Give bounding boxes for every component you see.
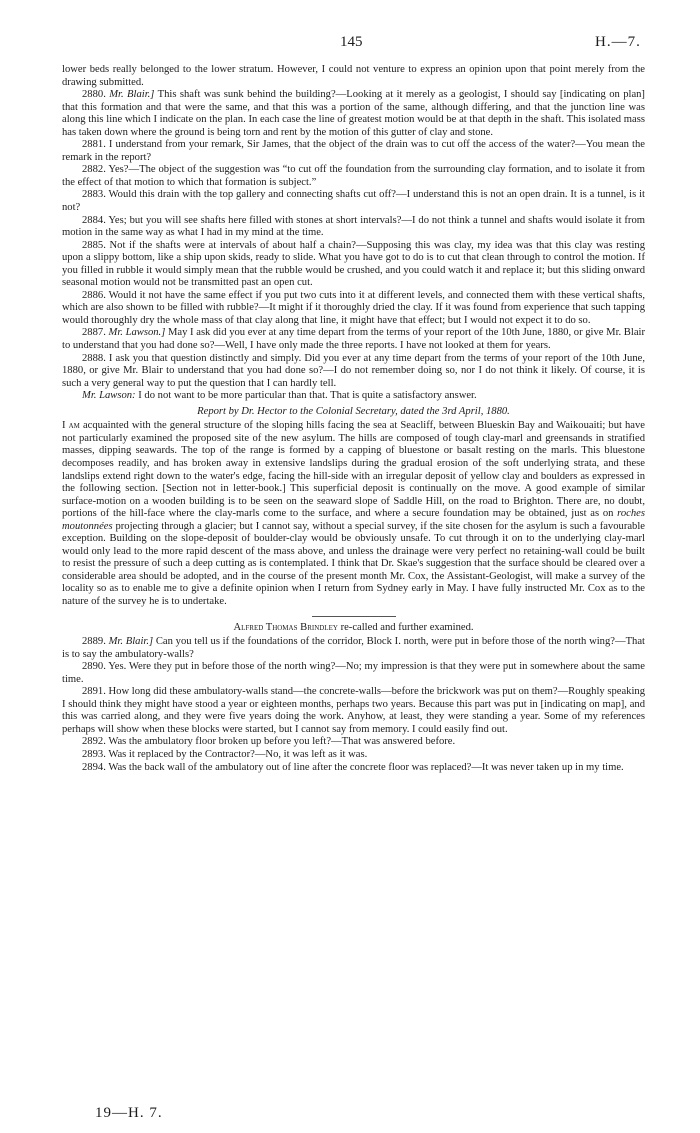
question-2880 (62, 89, 645, 139)
question-2882 (62, 164, 645, 189)
question-number: 2884. (82, 214, 106, 226)
document-reference: H.—7. (595, 34, 641, 50)
question-text: Was the back wall of the ambulatory out of line after the concrete floor was replaced?—It was never taken up in my time. (108, 761, 624, 773)
question-number: 2887. (82, 327, 106, 339)
question-number: 2894. (82, 761, 106, 773)
question-2892 (62, 736, 645, 749)
question-text: I ask you that question distinctly and simply. Did you ever at any time depart from the terms of your report of the 10th June, 1880, or give Mr. Blair to understand that you had done so?—I do not remember doing so, nor I do not think it likely. Of course, it is such a very general way to put the question that I can hardly tell. (62, 352, 645, 389)
report-heading: Report by Dr. Hector to the Colonial Secretary, dated the 3rd April, 1880. (197, 405, 510, 417)
question-text: Yes. Were they put in before those of the north wing?—No; my impression is that they were put in somewhere about the same time. (62, 661, 645, 685)
question-2883 (62, 189, 645, 214)
lawson-remark (62, 390, 645, 403)
page-body (62, 64, 645, 774)
page-header (0, 34, 700, 54)
question-2889 (62, 636, 645, 661)
question-number: 2880. (82, 89, 106, 101)
question-text: Yes; but you will see shafts here filled with stones at short intervals?—I do not think a tunnel and shafts would isolate it from motion in the same way as what I had in my mind at the time. (62, 214, 645, 239)
question-text: Yes?—The object of the suggestion was “to cut off the foundation from the surrounding clay formation, and to isolate it from the effect of that motion to which that formation is subject.” (62, 164, 645, 188)
question-2887 (62, 327, 645, 352)
report-body (62, 420, 645, 608)
question-text: Would it not have the same effect if you put two cuts into it at different levels, and connected them with these vertical shafts, which are also shown to be filled with rubble?—It might if it thoroughly dried the clay. If it was found from experience that such tapping would thoroughly dry the whole mass of that clay along that line, it might have that effect; but I would not expect it to do so. (62, 289, 645, 326)
speaker: Mr. Blair.] (108, 636, 154, 648)
speaker: Mr. Lawson.] (108, 327, 166, 339)
question-number: 2882. (82, 164, 106, 176)
question-number: 2885. (82, 239, 106, 251)
question-2886 (62, 290, 645, 328)
question-2893 (62, 749, 645, 762)
report-lead: I am (62, 420, 80, 432)
speaker: Mr. Blair.] (109, 89, 155, 101)
question-2884 (62, 215, 645, 240)
question-number: 2889. (82, 636, 106, 648)
page-number: 145 (340, 34, 363, 50)
question-text: Can you tell us if the foundations of the corridor, Block I. north, were put in before those of the north wing?—That is to say the ambulatory-walls? (62, 636, 645, 660)
question-text: Would this drain with the top gallery and connecting shafts cut off?—I understand this is not an open drain. It is a tunnel, is it not? (62, 189, 645, 214)
remark-text: I do not want to be more particular than that. That is quite a satisfactory answer. (138, 390, 477, 402)
paragraph-text: lower beds really belonged to the lower stratum. However, I could not venture to express an opinion upon that point merely from the drawing submitted. (62, 64, 645, 88)
question-text: How long did these ambulatory-walls stand—the concrete-walls—before the brickwork was put on them?—Roughly speaking I should think they might have stood a year or eighteen months, perhaps two years. Because this part was put in [indicating on map], and this was carried along, and they were five years doing the work. Anyhow, at least, they were standing a year. Some of my references perhaps will show when these blocks were started, but I cannot say from memory. I could easily find out. (62, 686, 645, 735)
page-footer-signature: 19—H. 7. (95, 1105, 163, 1121)
question-number: 2893. (82, 748, 106, 760)
witness-name: Alfred Thomas Brindley (233, 621, 338, 633)
witness-heading (62, 622, 645, 635)
question-2890 (62, 661, 645, 686)
question-text: This shaft was sunk behind the building?—Looking at it merely as a geologist, I should say [indicating on plan] that this formation and that were the same, and that this was a portion of the same, although differing, and that the junction line was along this line which I indicate on the plan. In each case the line of greatest motion would be at that depth in the shaft. This isolated mass has taken down where the ground is being torn and rent by the motion of this gutter of clay and stone. (62, 89, 645, 138)
paragraph (62, 64, 645, 89)
witness-suffix: re-called and further examined. (340, 621, 474, 633)
question-text: Was the ambulatory floor broken up before you left?—That was answered before. (108, 736, 456, 748)
question-number: 2892. (82, 736, 106, 748)
section-divider (312, 616, 396, 617)
question-number: 2890. (82, 661, 106, 673)
question-text: May I ask did you ever at any time depart from the terms of your report of the 10th June, 1880, or give Mr. Blair to understand that you had done so?—Well, I have only made the three reports. I have not looked at them for years. (62, 327, 645, 352)
question-2894 (62, 762, 645, 775)
italic-term: roches moutonnées (62, 508, 645, 532)
question-text: I understand from your remark, Sir James, that the object of the drain was to cut off the access of the water?—You mean the remark in the report? (62, 139, 645, 163)
question-number: 2886. (82, 289, 106, 301)
report-text-after: projecting through a glacier; but I cannot say, without a special survey, if the site chosen for the asylum is such a favourable exception. Building on the slope-deposit of boulder-clay would be obviously unsafe. To cut through it on to the underlying clay-marl would only lead to the more rapid descent of the mass above, and unless the drainage were very perfect no retaining-wall could be built to resist the pressure of such a deep cutting as is contemplated. I think that Dr. Skae's suggestion that the surface should be cleared over a considerable area should be adopted, and in the course of the present month Mr. Cox, the Assistant-Geologist, will make a survey of the locality so as to enable me to give a definite opinion when I return from Sydney early in May. I have fully instructed Mr. Cox as to the nature of the survey he is to undertake. (62, 520, 645, 607)
question-text: Not if the shafts were at intervals of about half a chain?—Supposing this was clay, my idea was that this clay was resting upon a slippy bottom, like a ship upon skids, ready to slide. What you have got to do is to cut that clean through to control the motion. If you filled in rubble it would simply mean that the rubble would be crushed, and you could watch it and replace it; but this sliding onward seasonal motion would not be transmitted past an open cut. (62, 239, 645, 289)
question-number: 2888. (82, 352, 106, 364)
question-number: 2883. (82, 189, 106, 201)
question-text: Was it replaced by the Contractor?—No, it was left as it was. (108, 748, 368, 760)
question-2891 (62, 686, 645, 736)
question-2881 (62, 139, 645, 164)
question-number: 2881. (82, 139, 106, 151)
question-2888 (62, 353, 645, 391)
question-number: 2891. (82, 686, 106, 698)
speaker: Mr. Lawson: (82, 390, 136, 402)
question-2885 (62, 240, 645, 290)
report-text: acquainted with the general structure of the sloping hills facing the sea at Seacliff, between Blueskin Bay and Waikouaiti; but have not particularly examined the proposed site of the new asylum. The hills are composed of tough clay-marl and greensands in stratified masses, dipping seawards. The top of the range is formed by a capping of bluestone or basalt resting on the marls. This bluestone decomposes readily, and has broken away in extensive landslips during the gradual erosion of the soft underlying strata, and these landslips extend right down to the water's edge, facing the hill-side with an irregular deposit of yellow clay and boulders as expressed in the following section. [Section not in letter-book.] This superficial deposit is continually on the move. A good example of similar surface-motion on a wooden building is to be seen on the seaward slope of Saddle Hill, on the road to Brighton. There are, no doubt, portions of the hill-face where the clay-marls come to the surface, and where a secure foundation may be obtained, just as on (62, 420, 645, 520)
